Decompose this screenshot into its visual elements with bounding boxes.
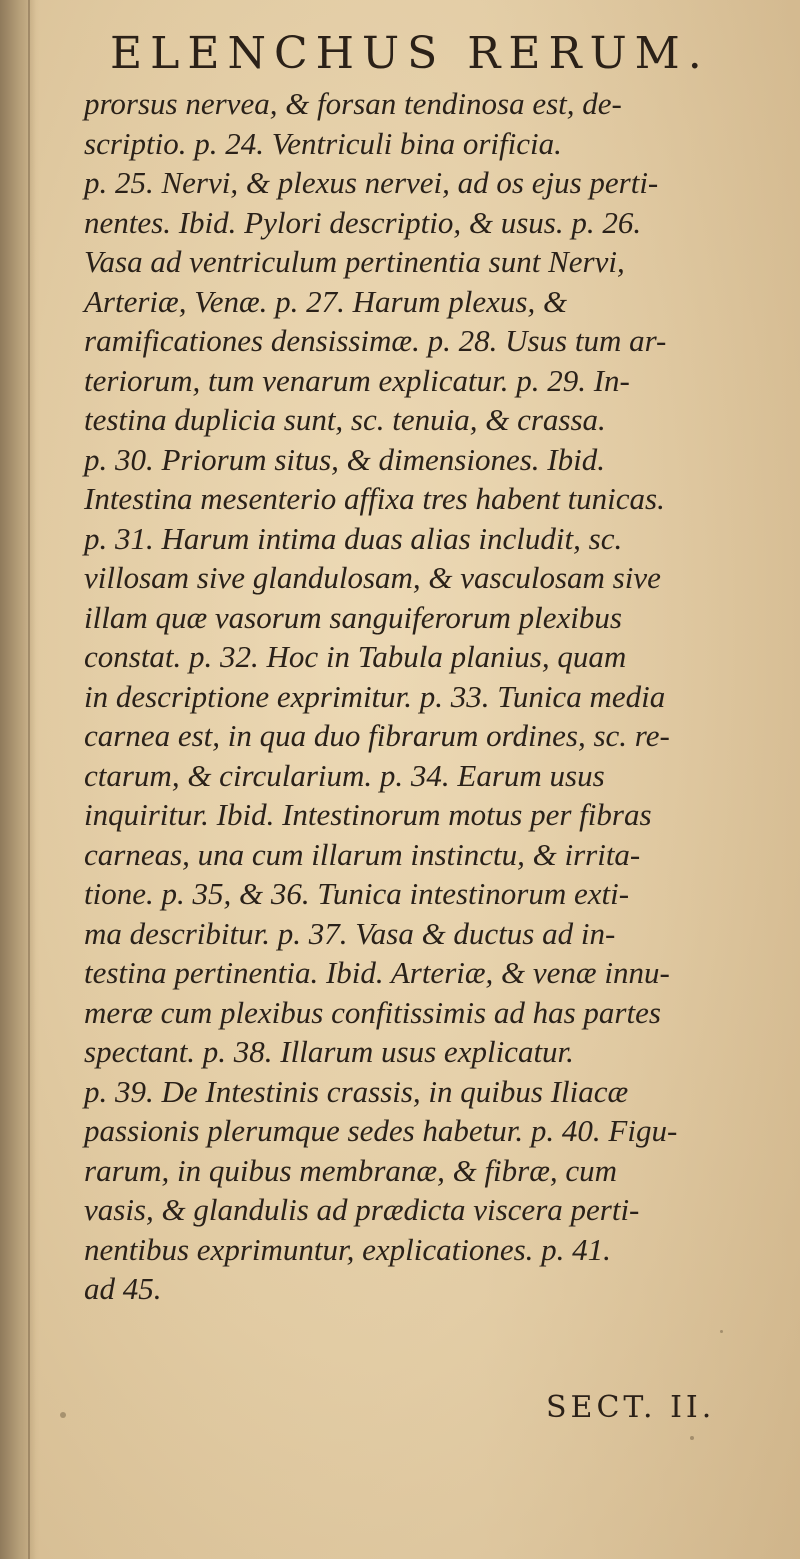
text-line: ramificationes densissimæ. p. 28. Usus tum ar-: [84, 323, 667, 358]
text-line: inquiritur. Ibid. Intestinorum motus per fibras: [84, 797, 652, 832]
text-line: p. 25. Nervi, & plexus nervei, ad os ejus perti-: [84, 165, 659, 200]
text-line: villosam sive glandulosam, & vasculosam sive: [84, 560, 661, 595]
index-text-block: [84, 84, 764, 1309]
text-line: passionis plerumque sedes habetur. p. 40. Figu-: [84, 1113, 678, 1148]
text-line: ctarum, & circularium. p. 34. Earum usus: [84, 757, 605, 793]
text-line: testina pertinentia. Ibid. Arteriæ, & venæ innu-: [84, 955, 670, 990]
paper-speck: [60, 1412, 66, 1418]
text-line: meræ cum plexibus confitissimis ad has partes: [84, 994, 661, 1030]
text-line: prorsus nervea, & forsan tendinosa est, de-: [84, 86, 622, 121]
binding-line: [28, 0, 30, 1559]
page-gutter: [0, 0, 36, 1559]
text-line: teriorum, tum venarum explicatur. p. 29. In-: [84, 362, 630, 398]
text-line: ma describitur. p. 37. Vasa & ductus ad in-: [84, 915, 616, 951]
text-line: p. 39. De Intestinis crassis, in quibus Iliacæ: [84, 1073, 629, 1109]
text-line: vasis, & glandulis ad prædicta viscera perti-: [84, 1192, 640, 1227]
text-line: in descriptione exprimitur. p. 33. Tunica media: [84, 678, 666, 714]
text-line: testina duplicia sunt, sc. tenuia, & crassa.: [84, 402, 606, 437]
text-line: tione. p. 35, & 36. Tunica intestinorum exti-: [84, 876, 630, 911]
text-line: illam quæ vasorum sanguiferorum plexibus: [84, 599, 622, 635]
text-line: p. 30. Priorum situs, & dimensiones. Ibid.: [84, 441, 605, 477]
text-line: Vasa ad ventriculum pertinentia sunt Nervi,: [84, 244, 625, 279]
text-line: scriptio. p. 24. Ventriculi bina orificia.: [84, 125, 562, 161]
catchword: SECT. II.: [546, 1390, 716, 1425]
text-line: carneas, una cum illarum instinctu, & irrita-: [84, 836, 641, 872]
paper-speck: [720, 1330, 723, 1333]
text-line: carnea est, in qua duo fibrarum ordines, sc. re-: [84, 718, 670, 753]
text-line: p. 31. Harum intima duas alias includit, sc.: [84, 520, 623, 556]
text-line: Intestina mesenterio affixa tres habent tunicas.: [84, 481, 665, 516]
running-title: ELENCHUS RERUM.: [110, 28, 710, 79]
text-line: nentes. Ibid. Pylori descriptio, & usus. p. 26.: [84, 204, 642, 240]
text-line: ad 45.: [84, 1271, 162, 1306]
text-line: constat. p. 32. Hoc in Tabula planius, quam: [84, 639, 627, 674]
text-line: nentibus exprimuntur, explicationes. p. 41.: [84, 1231, 611, 1267]
text-line: spectant. p. 38. Illarum usus explicatur.: [84, 1034, 574, 1069]
text-line: rarum, in quibus membranæ, & fibræ, cum: [84, 1152, 618, 1188]
text-line: Arteriæ, Venæ. p. 27. Harum plexus, &: [84, 283, 568, 319]
paper-speck: [690, 1436, 694, 1440]
